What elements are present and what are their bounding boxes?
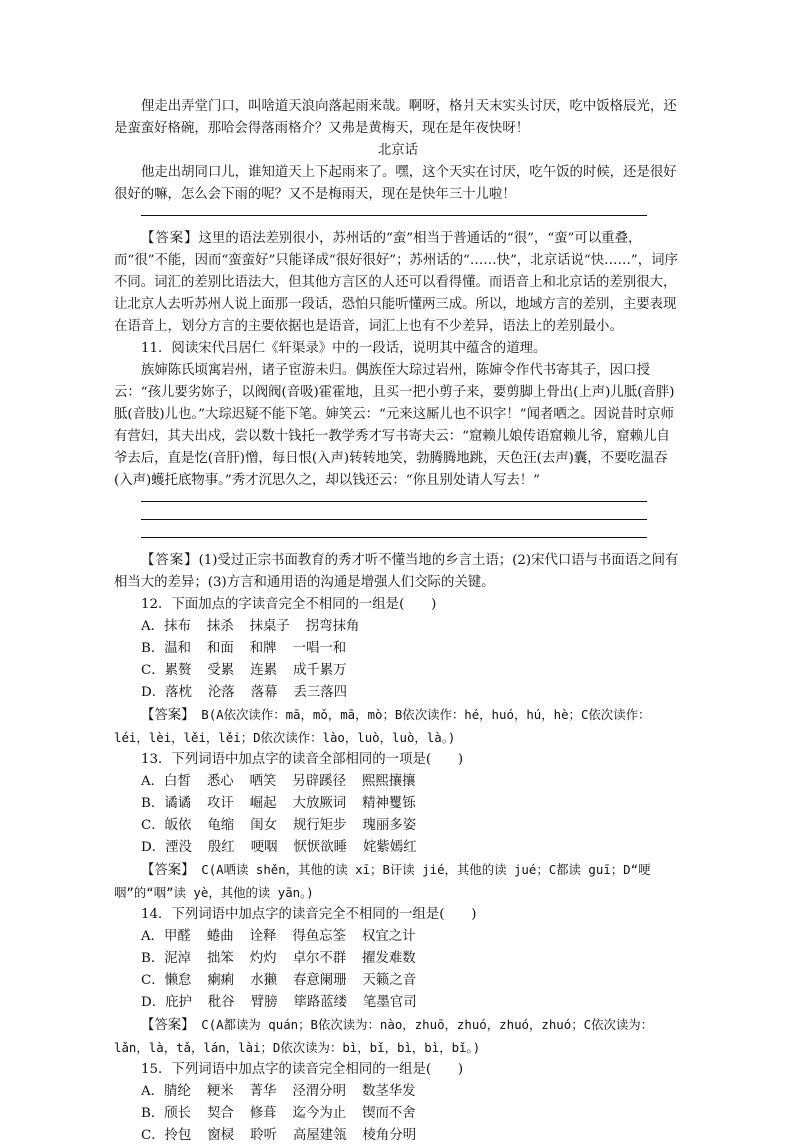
option-word: C．懒怠 (141, 973, 192, 988)
q12-option-d (114, 682, 682, 704)
q12-answer-line-2: léi，lèi，lěi，lěi；D依次读作：lào，luò，luò，là。) (114, 730, 456, 745)
option-word: C．累赘 (141, 663, 192, 678)
option-word: 卓尔不群 (292, 951, 347, 966)
q12-stem: 12．下面加点的字读音完全不相同的一组是( ) (141, 597, 437, 612)
beijing-dialect-heading: 北京话 (377, 143, 419, 158)
q14-option-c (114, 970, 682, 992)
option-word: A．甲醛 (141, 929, 191, 944)
option-word: 瑰丽多姿 (362, 818, 417, 833)
q14-option-d (114, 992, 682, 1014)
option-word: 和面 (207, 641, 234, 656)
q13-stem: 13．下列词语中加点字的读音全部相同的一项是( ) (141, 752, 464, 767)
option-word: 龟缩 (207, 818, 235, 833)
q10-answer (114, 228, 682, 338)
option-word: 拐弯抹角 (305, 619, 360, 634)
q12-option-a (114, 616, 682, 638)
q11-passage: 族婶陈氏顷寓岩州，诸子宦游未归。偶族侄大琮过岩州，陈婶令作代书寄其子，因口授云：“孩儿要劣妳子，以阀阀(音吸)霍霍地，且买一把小剪子来，要剪脚上骨出(上声)儿胝(音胖)胝(音肢)儿也。”大琮迟疑不能下笔。婶笑云：“元来这厮儿也不识字！”闻者哂之。因说昔时京师有营妇，其夫出戍，尝以数十钱托一教学秀才写书寄夫云：“窟赖儿娘传语窟赖儿爷，窟赖儿自爷去后，直是忔(音肝)憎，每日恨(入声)转转地笑，勃腾腾地跳，天色汪(去声)囊，不要吃温吞(入声)蠖托底物事。”秀才沉思久之，却以钱还云：“你且别处请人写去！” (114, 363, 675, 488)
q15-option-a (114, 1081, 682, 1103)
option-word: 熙熙攘攘 (361, 774, 416, 789)
q14-option-b (114, 948, 682, 970)
option-word: 秕谷 (207, 995, 235, 1010)
option-word: 粳米 (206, 1084, 234, 1099)
q15-option-b (114, 1103, 682, 1125)
q10-answer-text: 这里的语法差别很小，苏州话的“蛮”相当于普通话的“很”，“蛮”可以重叠，而“很”不能，因而“蛮蛮好”只能译成“很好很好”；苏州话的“……快”，北京话说“快……”，词序不同。词汇的差别比语法大，但其他方言区的人还可以看得懂。而语音上和北京话的差别很大，让北京人去听苏州人说上面那一段话，恐怕只能听懂两三成。所以，地域方言的差别，主要表现在语音上，划分方言的主要依据也是语音，词汇上也有不少差异，语法上的差别最小。 (114, 231, 678, 334)
option-word: A．抹布 (141, 619, 191, 634)
option-word: 连累 (250, 663, 277, 678)
q14-answer-line-1: C(A都读为 quán；B依次读为：nào，zhuō，zhuó，zhuó，zhuó；C依次读为： (201, 1017, 654, 1032)
option-word: 丢三落四 (293, 685, 348, 700)
option-word: 权宜之计 (361, 929, 416, 944)
option-word: 悉心 (206, 774, 234, 789)
q14-answer (114, 1014, 682, 1037)
option-word: 天籁之音 (362, 973, 417, 988)
answer-label: 【答案】 (141, 1018, 188, 1033)
option-word: 灼灼 (249, 951, 277, 966)
q13-option-a (114, 771, 682, 793)
q12-answer-line-1: B(A依次读作：mā，mǒ，mā，mò；B依次读作：hé，huó，hú，hè；C依次读作： (201, 707, 651, 722)
answer-line (114, 510, 682, 528)
option-word: 锲而不舍 (362, 1106, 416, 1121)
beijing-dialect-text: 他走出胡同口儿，谁知道天上下起雨来了。嘿，这个天实在讨厌，吃午饭的时候，还是很好很好的嘛，怎么会下雨的呢？又不是梅雨天，现在是快年三十儿啦！ (114, 165, 677, 202)
option-word: 高屋建瓴 (292, 1128, 347, 1143)
option-word: A．腈纶 (141, 1084, 191, 1099)
option-word: 臂膀 (250, 995, 278, 1010)
option-word: B．温和 (141, 641, 192, 656)
option-word: 成千累万 (292, 663, 347, 678)
option-word: 崛起 (249, 796, 277, 811)
option-word: 抹桌子 (249, 619, 290, 634)
option-word: 一唱一和 (292, 641, 347, 656)
option-word: 瘌痢 (207, 973, 235, 988)
option-word: 和牌 (249, 641, 277, 656)
option-word: 诠释 (249, 929, 277, 944)
option-word: A．白皙 (141, 774, 191, 789)
option-word: 精神矍铄 (362, 796, 416, 811)
option-word: 闺女 (250, 818, 277, 833)
answer-line (114, 206, 682, 224)
option-word: 修葺 (249, 1106, 277, 1121)
option-word: 迄今为止 (292, 1106, 347, 1121)
q12-answer (114, 704, 682, 727)
option-word: C．皈依 (141, 818, 192, 833)
option-word: 菁华 (249, 1084, 277, 1099)
q11-answer-text: (1)受过正宗书面教育的秀才听不懂当地的乡言土语；(2)宋代口语与书面语之间有相当大的差异；(3)方言和通用语的沟通是增强人们交际的关键。 (114, 553, 679, 590)
q13-option-c (114, 815, 682, 837)
option-word: 受累 (207, 663, 235, 678)
q13-option-b (114, 793, 682, 815)
option-word: 哂笑 (249, 774, 277, 789)
option-word: 哽咽 (250, 840, 278, 855)
option-word: 契合 (207, 1106, 234, 1121)
option-word: 蜷曲 (206, 929, 234, 944)
option-word: 筚路蓝缕 (293, 995, 348, 1010)
option-word: 拙笨 (207, 951, 234, 966)
suzhou-dialect-text: 俚走出弄堂门口，叫啥道天浪向落起雨来哉。啊呀，格爿天末实头讨厌，吃中饭格辰光，还是蛮蛮好格碗，那哈会得落雨格介？又弗是黄梅天，现在是年夜快呀！ (114, 99, 677, 136)
q11-answer (114, 550, 682, 594)
option-word: 数茎华发 (361, 1084, 416, 1099)
answer-label: 【答案】 (141, 553, 199, 568)
option-word: 擢发难数 (362, 951, 416, 966)
option-word: D．落枕 (141, 685, 192, 700)
option-word: 落幕 (250, 685, 278, 700)
option-word: D．湮没 (141, 840, 192, 855)
document-content (114, 96, 682, 1147)
option-word: 棱角分明 (362, 1128, 417, 1143)
option-word: 笔墨官司 (363, 995, 417, 1010)
option-word: 得鱼忘筌 (292, 929, 346, 944)
option-word: 恹恹欲睡 (293, 840, 348, 855)
option-word: B．颀长 (141, 1106, 192, 1121)
q12-option-b (114, 638, 682, 660)
q14-option-a (114, 926, 682, 948)
q15-option-c (114, 1125, 682, 1147)
answer-label: 【答案】 (141, 231, 199, 246)
q13-answer-line-2: 咽”的“咽”读 yè，其他的读 yān。) (114, 885, 314, 900)
answer-label: 【答案】 (141, 708, 188, 723)
option-word: 春意阑珊 (292, 973, 347, 988)
option-word: 规行矩步 (292, 818, 347, 833)
option-word: 聆听 (250, 1128, 277, 1143)
q11-stem: 11．阅读宋代吕居仁《轩渠录》中的一段话，说明其中蕴含的道理。 (141, 341, 547, 356)
option-word: 殷红 (207, 840, 235, 855)
answer-label: 【答案】 (141, 863, 188, 878)
q13-answer (114, 859, 682, 882)
option-word: D．庇护 (141, 995, 192, 1010)
option-word: 姹紫嫣红 (363, 840, 417, 855)
option-word: 抹杀 (206, 619, 234, 634)
option-word: 沦落 (207, 685, 235, 700)
option-word: 窗棂 (207, 1128, 235, 1143)
option-word: 攻讦 (207, 796, 234, 811)
option-word: 泾渭分明 (292, 1084, 346, 1099)
answer-line (114, 492, 682, 510)
answer-line (114, 528, 682, 546)
option-word: C．拎包 (141, 1128, 192, 1143)
q12-option-c (114, 660, 682, 682)
q13-option-d (114, 837, 682, 859)
option-word: 大放厥词 (292, 796, 347, 811)
option-word: 水獭 (250, 973, 277, 988)
q13-answer-line-1: C(A哂读 shěn，其他的读 xī；B讦读 jié，其他的读 jué；C都读 guī；D“哽 (201, 862, 651, 877)
q14-stem: 14．下列词语中加点字的读音完全不相同的一组是( ) (141, 907, 477, 922)
q15-stem: 15．下列词语中加点字的读音完全相同的一组是( ) (141, 1062, 464, 1077)
option-word: B．谲谲 (141, 796, 192, 811)
q14-answer-line-2: lǎn，là，tǎ，lán，lài；D依次读为：bì，bǐ，bì，bì，bǐ。) (114, 1040, 481, 1055)
option-word: B．泥淖 (141, 951, 192, 966)
option-word: 另辟蹊径 (292, 774, 346, 789)
